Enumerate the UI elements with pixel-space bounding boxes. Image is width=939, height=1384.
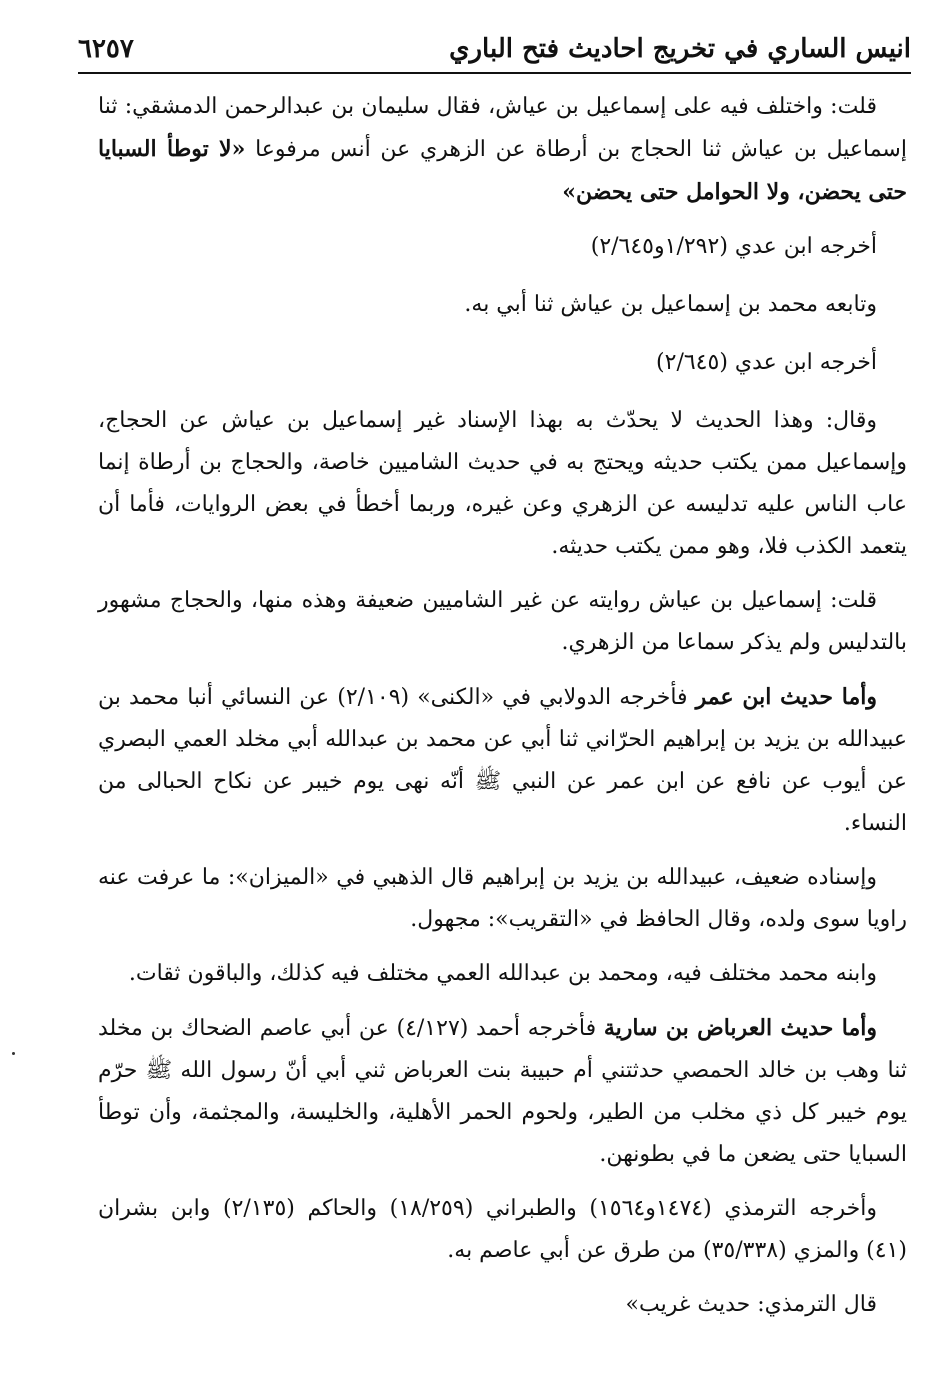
running-title: انيس الساري في تخريج احاديث فتح الباري	[449, 34, 911, 64]
paragraph-7	[98, 676, 907, 845]
section-heading-ibn-umar: وأما حديث ابن عمر	[695, 684, 877, 710]
hadith-quote: «لا توطأ السبايا حتى يحضن، ولا الحوامل حتى يحضن»	[98, 136, 907, 205]
paragraph-4: أخرجه ابن عدي (٢/٦٤٥)	[656, 350, 877, 375]
paragraph-1-text: قلت: واختلف فيه على إسماعيل بن عياش، فقال سليمان بن عبدالرحمن الدمشقي: ثنا إسماعيل بن عياش ثنا الحجاج بن أرطاة عن الزهري عن أنس مرفوعا	[98, 94, 907, 162]
paragraph-12: قال الترمذي: حديث غريب»	[625, 1292, 877, 1317]
page-number: ٦٢٥٧	[78, 34, 134, 64]
paragraph-11: وأخرجه الترمذي (١٤٧٤و١٥٦٤) والطبراني (١٨/٢٥٩) والحاكم (٢/١٣٥) وابن بشران (٤١) والمزي (٣٥/٣٣٨) من طرق عن أبي عاصم به.	[98, 1196, 907, 1263]
page-header	[78, 30, 911, 68]
section-heading-irbad: وأما حديث العرباض بن سارية	[603, 1015, 877, 1041]
paragraph-10	[98, 1007, 907, 1176]
paragraph-3: وتابعه محمد بن إسماعيل بن عياش ثنا أبي به.	[464, 292, 877, 317]
scan-speck	[12, 1052, 15, 1055]
paragraph-2: أخرجه ابن عدي (١/٢٩٢و٢/٦٤٥)	[590, 234, 877, 259]
header-rule	[78, 72, 911, 74]
paragraph-7-text: فأخرجه الدولابي في «الكنى» (٢/١٠٩) عن النسائي أنبا محمد بن عبيدالله بن يزيد بن إبراهيم الحرّاني ثنا أبي عن محمد بن عبدالله أبي مخلد العمي البصري عن أيوب عن نافع عن ابن عمر عن النبي ﷺ أنّه نهى يوم خيبر عن نكاح الحبالى من النساء.	[98, 685, 907, 836]
main-text	[98, 86, 907, 1338]
paragraph-6: قلت: إسماعيل بن عياش روايته عن غير الشاميين ضعيفة وهذه منها، والحجاج مشهور بالتدليس ولم يذكر سماعا من الزهري.	[98, 588, 907, 655]
paragraph-9: وابنه محمد مختلف فيه، ومحمد بن عبدالله العمي مختلف فيه كذلك، والباقون ثقات.	[128, 961, 877, 986]
paragraph-1	[98, 86, 907, 214]
paragraph-10-text: فأخرجه أحمد (٤/١٢٧) عن أبي عاصم الضحاك بن مخلد ثنا وهب بن خالد الحمصي حدثتني أم حبيبة بنت العرباض ثني أبي أنّ رسول الله ﷺ حرّم يوم خيبر كل ذي مخلب من الطير، ولحوم الحمر الأهلية، والخليسة، والمجثمة، وأن توطأ السبايا حتى يضعن ما في بطونهن.	[98, 1016, 907, 1167]
paragraph-8: وإسناده ضعيف، عبيدالله بن يزيد بن إبراهيم قال الذهبي في «الميزان»: ما عرفت عنه راويا سوى ولده، وقال الحافظ في «التقريب»: مجهول.	[98, 865, 907, 932]
paragraph-5: وقال: وهذا الحديث لا يحدّث به بهذا الإسناد غير إسماعيل بن عياش عن الحجاج، وإسماعيل ممن يكتب حديثه ويحتج به في حديث الشاميين خاصة، والحجاج بن أرطاة إنما عاب الناس عليه تدليسه عن الزهري وعن غيره، وربما أخطأ في بعض الروايات، فأما أن يتعمد الكذب فلا، وهو ممن يكتب حديثه.	[98, 408, 907, 559]
